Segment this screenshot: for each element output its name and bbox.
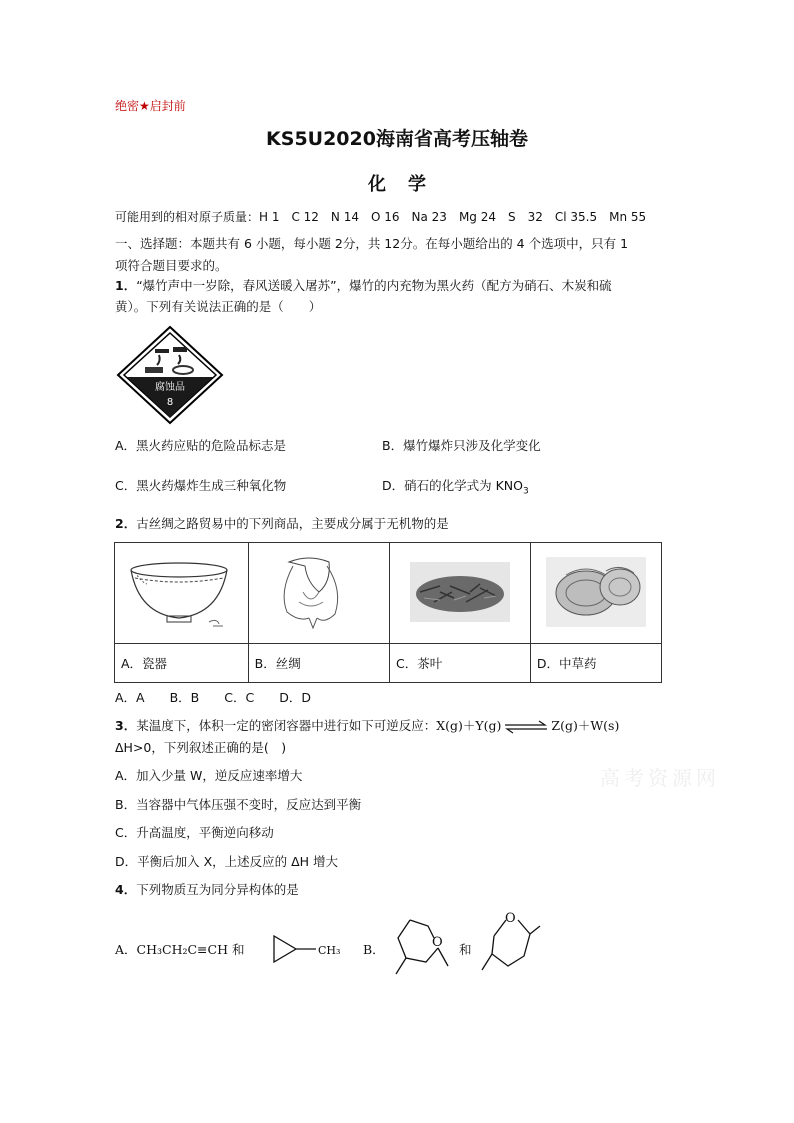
q3-option-a: A．加入少量 W，逆反应速率增大 [115, 768, 303, 783]
q3-option-b: B．当容器中气体压强不变时，反应达到平衡 [115, 797, 362, 812]
goods-label-silk: B．丝绸 [248, 644, 389, 683]
oxygen-atom-label-1: O [432, 935, 443, 950]
section1-instruction-line2: 项符合题目要求的。 [115, 258, 228, 273]
herbal-medicine-image [546, 557, 646, 627]
q4-option-b-label: B． [363, 942, 385, 957]
q1-option-d-subscript: 3 [523, 486, 529, 497]
herbal-medicine-image-cell [530, 543, 661, 644]
q4-number: 4． [115, 882, 137, 897]
corrosive-hazard-sign [115, 325, 225, 425]
q4-stem [115, 880, 299, 898]
reversible-arrow-icon [503, 720, 549, 734]
hazard-sign-label: 腐蚀品 [155, 382, 185, 393]
q4-option-b-and: 和 [459, 942, 472, 957]
q1-stem-line2: 黄）。下列有关说法正确的是（ ） [115, 299, 322, 314]
silk-image-cell [248, 543, 389, 644]
q3-stem-line1 [115, 716, 619, 734]
watermark: 高考资源网 [600, 766, 720, 790]
q3-number: 3． [115, 718, 137, 733]
oxygen-atom-label-2: O [505, 911, 516, 926]
q1-option-c: C．黑火药爆炸生成三种氧化物 [115, 478, 287, 493]
q4-option-a-formula: CH₃CH₂C≡CH 和 [136, 942, 245, 957]
goods-label-herbal-medicine: D．中草药 [530, 644, 661, 683]
goods-label-tea: C．茶叶 [390, 644, 531, 683]
exam-title: KS5U2020海南省高考压轴卷 [266, 128, 528, 150]
hazard-sign-class: 8 [166, 397, 174, 408]
tea-leaves-image [410, 562, 510, 622]
q1-stem-text1: “爆竹声中一岁除，春风送暖入屠苏”，爆竹的内充物为黑火药（配方为硝石、木炭和硫 [136, 278, 612, 293]
q2-answer-options: A．A B．B C．C D．D [115, 690, 311, 705]
q1-stem-line1 [115, 276, 612, 294]
tea-image-cell [390, 543, 531, 644]
q1-option-d-text: D．硝石的化学式为 KNO [382, 478, 523, 493]
methyl-label: CH₃ [318, 944, 341, 957]
q3-option-d: D．平衡后加入 X，上述反应的 ΔH 增大 [115, 854, 339, 869]
silk-scarf-image [259, 552, 379, 632]
q3-equation-right: Z(g)＋W(s) [551, 718, 620, 733]
q2-stem [115, 514, 449, 532]
q4-option-a [115, 940, 244, 958]
porcelain-bowl-image-cell [115, 543, 249, 644]
q3-option-c: C．升高温度，平衡逆向移动 [115, 825, 274, 840]
goods-label-porcelain: A．瓷器 [115, 644, 249, 683]
q3-equation-left: X(g)＋Y(g) [436, 718, 502, 733]
dimethyl-oxane-structure-2 [478, 906, 544, 978]
q3-stem-line2: ΔH>0，下列叙述正确的是( ) [115, 740, 287, 755]
confidential-mark: 绝密★启封前 [115, 99, 186, 113]
q4-option-a-label: A． [115, 942, 137, 957]
q2-number: 2． [115, 516, 137, 531]
q1-number: 1． [115, 278, 137, 293]
q4-stem-text: 下列物质互为同分异构体的是 [136, 882, 299, 897]
atomic-mass-line: 可能用到的相对原子质量：H 1 C 12 N 14 O 16 Na 23 Mg 24 S 32 Cl 35.5 Mn 55 [115, 210, 647, 224]
q2-stem-text: 古丝绸之路贸易中的下列商品，主要成分属于无机物的是 [136, 516, 449, 531]
q1-option-d [382, 476, 529, 497]
q2-goods-table [114, 542, 662, 683]
subject-title: 化学 [368, 174, 448, 195]
q1-option-b: B．爆竹爆炸只涉及化学变化 [382, 438, 541, 453]
porcelain-bowl-image [121, 552, 241, 632]
section1-instruction-line1: 一、选择题：本题共有 6 小题，每小题 2分，共 12分。在每小题给出的 4 个选项中，只有 1 [115, 236, 629, 251]
dimethyl-oxane-structure-1 [390, 912, 456, 980]
q1-option-a: A．黑火药应贴的危险品标志是 [115, 438, 287, 453]
methylcyclopropane-structure [270, 932, 350, 966]
q3-stem-text: 某温度下，体积一定的密闭容器中进行如下可逆反应： [136, 718, 437, 733]
